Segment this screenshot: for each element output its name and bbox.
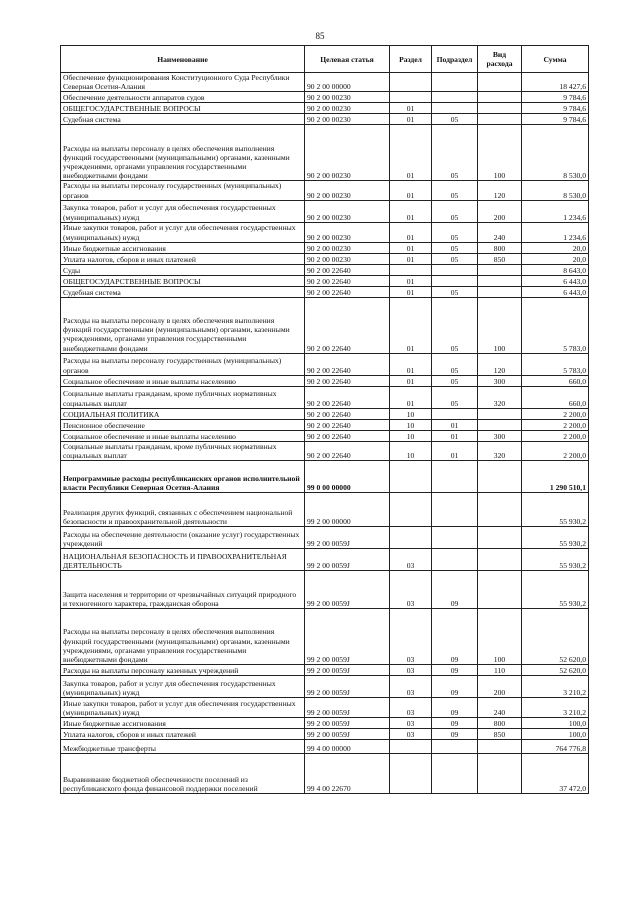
row-name: НАЦИОНАЛЬНАЯ БЕЗОПАСНОСТЬ И ПРАВООХРАНИТЕЛЬНАЯ ДЕЯТЕЛЬНОСТЬ bbox=[61, 549, 305, 571]
row-target-code: 90 2 00 22640 bbox=[305, 375, 390, 386]
table-row bbox=[61, 242, 589, 253]
row-subsection: 05 bbox=[432, 125, 478, 181]
row-section bbox=[390, 461, 432, 493]
table-row bbox=[61, 609, 589, 665]
row-subsection bbox=[432, 461, 478, 493]
row-sum: 5 783,0 bbox=[522, 297, 589, 353]
table-row bbox=[61, 353, 589, 375]
row-expense-type: 100 bbox=[478, 297, 522, 353]
table-row bbox=[61, 419, 589, 430]
row-subsection bbox=[432, 740, 478, 754]
row-section: 01 bbox=[390, 103, 432, 114]
row-name: Социальное обеспечение и иные выплаты населению bbox=[61, 375, 305, 386]
row-expense-type: 110 bbox=[478, 665, 522, 676]
row-section: 01 bbox=[390, 181, 432, 200]
row-section: 10 bbox=[390, 408, 432, 419]
row-expense-type bbox=[478, 114, 522, 125]
row-section: 01 bbox=[390, 222, 432, 242]
table-row bbox=[61, 125, 589, 181]
column-header-name: Наименование bbox=[61, 46, 305, 73]
row-expense-type bbox=[478, 103, 522, 114]
row-target-code: 90 2 00 22640 bbox=[305, 386, 390, 408]
table-row bbox=[61, 264, 589, 275]
row-sum: 3 210,2 bbox=[522, 676, 589, 698]
row-expense-type: 800 bbox=[478, 242, 522, 253]
table-row bbox=[61, 275, 589, 286]
row-expense-type bbox=[478, 493, 522, 527]
row-expense-type bbox=[478, 740, 522, 754]
table-row bbox=[61, 92, 589, 103]
row-name: Расходы на выплаты персоналу в целях обеспечения выполнения функций государственными (муниципальными) органами, казенными учреждениями, органами управления государственными внебюджетными фондами bbox=[61, 125, 305, 181]
row-target-code: 90 2 00 22640 bbox=[305, 430, 390, 441]
row-name: Расходы на выплаты персоналу государственных (муниципальных) органов bbox=[61, 181, 305, 200]
row-sum: 2 200,0 bbox=[522, 419, 589, 430]
row-name: Пенсионное обеспечение bbox=[61, 419, 305, 430]
row-name: Расходы на выплаты персоналу казенных учреждений bbox=[61, 665, 305, 676]
row-sum: 3 210,2 bbox=[522, 698, 589, 718]
row-sum: 55 930,2 bbox=[522, 493, 589, 527]
table-row bbox=[61, 729, 589, 740]
row-sum: 52 620,0 bbox=[522, 665, 589, 676]
row-name: Расходы на выплаты персоналу в целях обеспечения выполнения функций государственными (муниципальными) органами, казенными учреждениями, органами управления государственными внебюджетными фондами bbox=[61, 609, 305, 665]
row-target-code: 90 2 00 22640 bbox=[305, 441, 390, 460]
row-sum: 100,0 bbox=[522, 718, 589, 729]
row-section: 03 bbox=[390, 729, 432, 740]
row-name: Расходы на выплаты персоналу в целях обеспечения выполнения функций государственными (муниципальными) органами, казенными учреждениями, органами управления государственными внебюджетными фондами bbox=[61, 297, 305, 353]
row-target-code: 99 2 00 0059J bbox=[305, 609, 390, 665]
row-name: Расходы на обеспечение деятельности (оказание услуг) государственных учреждений bbox=[61, 527, 305, 549]
row-target-code: 99 2 00 0059J bbox=[305, 571, 390, 609]
table-row bbox=[61, 375, 589, 386]
row-expense-type: 200 bbox=[478, 676, 522, 698]
column-header-sum: Сумма bbox=[522, 46, 589, 73]
row-target-code: 90 2 00 00230 bbox=[305, 242, 390, 253]
row-section: 01 bbox=[390, 200, 432, 222]
table-row bbox=[61, 441, 589, 460]
row-expense-type: 850 bbox=[478, 253, 522, 264]
table-row bbox=[61, 665, 589, 676]
row-name: Иные бюджетные ассигнования bbox=[61, 242, 305, 253]
column-header-target: Целевая статья bbox=[305, 46, 390, 73]
row-name: Суды bbox=[61, 264, 305, 275]
row-target-code: 99 2 00 0059J bbox=[305, 676, 390, 698]
row-subsection: 01 bbox=[432, 430, 478, 441]
row-name: Обеспечение функционирования Конституционного Суда Республики Северная Осетия-Алания bbox=[61, 73, 305, 92]
row-expense-type bbox=[478, 408, 522, 419]
row-name: Выравнивание бюджетной обеспеченности поселений из республиканского фонда финансовой поддержки поселений bbox=[61, 754, 305, 794]
row-name: Иные бюджетные ассигнования bbox=[61, 718, 305, 729]
row-name: Судебная система bbox=[61, 114, 305, 125]
table-row bbox=[61, 222, 589, 242]
table-row bbox=[61, 386, 589, 408]
row-target-code: 90 2 00 22640 bbox=[305, 297, 390, 353]
row-section: 01 bbox=[390, 297, 432, 353]
table-row bbox=[61, 253, 589, 264]
row-target-code: 90 2 00 00000 bbox=[305, 73, 390, 92]
row-target-code: 90 2 00 00230 bbox=[305, 253, 390, 264]
row-section: 03 bbox=[390, 698, 432, 718]
row-subsection bbox=[432, 73, 478, 92]
row-sum: 2 200,0 bbox=[522, 408, 589, 419]
row-name: Судебная система bbox=[61, 286, 305, 297]
table-row bbox=[61, 571, 589, 609]
row-expense-type: 300 bbox=[478, 375, 522, 386]
row-subsection: 05 bbox=[432, 286, 478, 297]
row-target-code: 90 2 00 00230 bbox=[305, 125, 390, 181]
row-subsection: 05 bbox=[432, 242, 478, 253]
row-target-code: 90 2 00 00230 bbox=[305, 200, 390, 222]
row-name: Иные закупки товаров, работ и услуг для обеспечения государственных (муниципальных) нужд bbox=[61, 222, 305, 242]
row-sum: 764 776,8 bbox=[522, 740, 589, 754]
row-name: Закупка товаров, работ и услуг для обеспечения государственных (муниципальных) нужд bbox=[61, 200, 305, 222]
row-sum: 660,0 bbox=[522, 375, 589, 386]
row-name: Иные закупки товаров, работ и услуг для обеспечения государственных (муниципальных) нужд bbox=[61, 698, 305, 718]
row-name: Реализация других функций, связанных с обеспечением национальной безопасности и правоохранительной деятельности bbox=[61, 493, 305, 527]
row-target-code: 99 2 00 0059J bbox=[305, 527, 390, 549]
budget-table bbox=[60, 45, 589, 794]
row-subsection: 05 bbox=[432, 200, 478, 222]
row-target-code: 90 2 00 00230 bbox=[305, 114, 390, 125]
row-sum: 55 930,2 bbox=[522, 549, 589, 571]
row-section: 10 bbox=[390, 419, 432, 430]
row-name: Социальные выплаты гражданам, кроме публичных нормативных социальных выплат bbox=[61, 386, 305, 408]
row-subsection: 09 bbox=[432, 698, 478, 718]
row-expense-type: 120 bbox=[478, 181, 522, 200]
row-subsection: 01 bbox=[432, 419, 478, 430]
row-section bbox=[390, 527, 432, 549]
row-expense-type bbox=[478, 73, 522, 92]
row-sum: 2 200,0 bbox=[522, 441, 589, 460]
table-row bbox=[61, 408, 589, 419]
row-expense-type bbox=[478, 286, 522, 297]
row-expense-type: 300 bbox=[478, 430, 522, 441]
row-subsection bbox=[432, 264, 478, 275]
row-section bbox=[390, 493, 432, 527]
row-sum: 8 643,0 bbox=[522, 264, 589, 275]
row-name: ОБЩЕГОСУДАРСТВЕННЫЕ ВОПРОСЫ bbox=[61, 103, 305, 114]
row-sum: 18 427,6 bbox=[522, 73, 589, 92]
row-target-code: 90 2 00 22640 bbox=[305, 419, 390, 430]
column-header-section: Раздел bbox=[390, 46, 432, 73]
row-subsection bbox=[432, 527, 478, 549]
row-expense-type: 240 bbox=[478, 222, 522, 242]
row-subsection: 09 bbox=[432, 571, 478, 609]
table-row bbox=[61, 73, 589, 92]
row-sum: 55 930,2 bbox=[522, 571, 589, 609]
row-target-code: 90 2 00 22640 bbox=[305, 275, 390, 286]
row-subsection: 09 bbox=[432, 729, 478, 740]
row-sum: 6 443,0 bbox=[522, 286, 589, 297]
row-section bbox=[390, 754, 432, 794]
row-name: Закупка товаров, работ и услуг для обеспечения государственных (муниципальных) нужд bbox=[61, 676, 305, 698]
row-target-code: 90 2 00 00230 bbox=[305, 222, 390, 242]
row-expense-type bbox=[478, 527, 522, 549]
row-target-code: 90 2 00 00230 bbox=[305, 92, 390, 103]
row-section: 03 bbox=[390, 676, 432, 698]
row-subsection: 05 bbox=[432, 253, 478, 264]
row-subsection bbox=[432, 549, 478, 571]
row-section: 03 bbox=[390, 571, 432, 609]
row-name: СОЦИАЛЬНАЯ ПОЛИТИКА bbox=[61, 408, 305, 419]
table-row bbox=[61, 103, 589, 114]
row-section: 03 bbox=[390, 609, 432, 665]
table-row bbox=[61, 430, 589, 441]
row-target-code: 99 2 00 0059J bbox=[305, 718, 390, 729]
row-name: Социальное обеспечение и иные выплаты населению bbox=[61, 430, 305, 441]
table-row bbox=[61, 527, 589, 549]
row-sum: 660,0 bbox=[522, 386, 589, 408]
row-name: Расходы на выплаты персоналу государственных (муниципальных) органов bbox=[61, 353, 305, 375]
row-section: 10 bbox=[390, 441, 432, 460]
row-subsection: 05 bbox=[432, 375, 478, 386]
row-sum: 5 783,0 bbox=[522, 353, 589, 375]
row-expense-type: 850 bbox=[478, 729, 522, 740]
row-sum: 6 443,0 bbox=[522, 275, 589, 286]
row-expense-type: 320 bbox=[478, 386, 522, 408]
row-expense-type bbox=[478, 549, 522, 571]
row-sum: 8 530,0 bbox=[522, 125, 589, 181]
row-subsection: 05 bbox=[432, 222, 478, 242]
row-subsection: 05 bbox=[432, 386, 478, 408]
row-sum: 9 784,6 bbox=[522, 92, 589, 103]
row-expense-type: 320 bbox=[478, 441, 522, 460]
row-expense-type bbox=[478, 92, 522, 103]
row-subsection: 09 bbox=[432, 609, 478, 665]
row-expense-type bbox=[478, 275, 522, 286]
row-sum: 8 530,0 bbox=[522, 181, 589, 200]
row-section: 01 bbox=[390, 242, 432, 253]
table-row bbox=[61, 493, 589, 527]
row-target-code: 90 2 00 00230 bbox=[305, 181, 390, 200]
row-section: 03 bbox=[390, 549, 432, 571]
table-row bbox=[61, 286, 589, 297]
row-subsection bbox=[432, 493, 478, 527]
row-expense-type bbox=[478, 419, 522, 430]
row-target-code: 90 2 00 22640 bbox=[305, 286, 390, 297]
row-subsection: 05 bbox=[432, 114, 478, 125]
row-target-code: 99 0 00 00000 bbox=[305, 461, 390, 493]
row-expense-type bbox=[478, 264, 522, 275]
row-target-code: 99 2 00 0059J bbox=[305, 549, 390, 571]
row-name: Защита населения и территории от чрезвычайных ситуаций природного и техногенного характера, гражданская оборона bbox=[61, 571, 305, 609]
row-subsection: 09 bbox=[432, 676, 478, 698]
row-subsection: 09 bbox=[432, 665, 478, 676]
row-subsection bbox=[432, 754, 478, 794]
row-sum: 9 784,6 bbox=[522, 103, 589, 114]
row-expense-type: 100 bbox=[478, 125, 522, 181]
row-subsection bbox=[432, 275, 478, 286]
row-expense-type: 100 bbox=[478, 609, 522, 665]
row-expense-type: 120 bbox=[478, 353, 522, 375]
row-sum: 1 290 510,1 bbox=[522, 461, 589, 493]
column-header-expense-type: Вид расхода bbox=[478, 46, 522, 73]
row-sum: 100,0 bbox=[522, 729, 589, 740]
row-section: 01 bbox=[390, 386, 432, 408]
row-sum: 2 200,0 bbox=[522, 430, 589, 441]
table-row bbox=[61, 200, 589, 222]
table-row bbox=[61, 461, 589, 493]
row-target-code: 99 2 00 00000 bbox=[305, 493, 390, 527]
row-expense-type bbox=[478, 754, 522, 794]
row-target-code: 99 2 00 0059J bbox=[305, 729, 390, 740]
row-expense-type: 200 bbox=[478, 200, 522, 222]
row-subsection: 05 bbox=[432, 181, 478, 200]
row-name: ОБЩЕГОСУДАРСТВЕННЫЕ ВОПРОСЫ bbox=[61, 275, 305, 286]
row-name: Социальные выплаты гражданам, кроме публичных нормативных социальных выплат bbox=[61, 441, 305, 460]
row-section bbox=[390, 264, 432, 275]
row-section bbox=[390, 92, 432, 103]
row-target-code: 90 2 00 22640 bbox=[305, 264, 390, 275]
row-name: Уплата налогов, сборов и иных платежей bbox=[61, 253, 305, 264]
row-sum: 1 234,6 bbox=[522, 222, 589, 242]
row-sum: 9 784,6 bbox=[522, 114, 589, 125]
table-row bbox=[61, 114, 589, 125]
row-section: 01 bbox=[390, 286, 432, 297]
table-body bbox=[61, 73, 589, 794]
row-section: 01 bbox=[390, 253, 432, 264]
row-sum: 37 472,0 bbox=[522, 754, 589, 794]
row-sum: 52 620,0 bbox=[522, 609, 589, 665]
row-section bbox=[390, 73, 432, 92]
row-subsection: 09 bbox=[432, 718, 478, 729]
row-section: 03 bbox=[390, 718, 432, 729]
row-name: Уплата налогов, сборов и иных платежей bbox=[61, 729, 305, 740]
table-header-row bbox=[61, 46, 589, 73]
row-expense-type: 240 bbox=[478, 698, 522, 718]
row-target-code: 90 2 00 22640 bbox=[305, 353, 390, 375]
table-row bbox=[61, 698, 589, 718]
row-name: Непрограммные расходы республиканских органов исполнительной власти Республики Северная Осетия-Алания bbox=[61, 461, 305, 493]
row-sum: 1 234,6 bbox=[522, 200, 589, 222]
row-sum: 20,0 bbox=[522, 253, 589, 264]
row-subsection bbox=[432, 103, 478, 114]
row-subsection: 01 bbox=[432, 441, 478, 460]
row-sum: 20,0 bbox=[522, 242, 589, 253]
row-name: Межбюджетные трансферты bbox=[61, 740, 305, 754]
column-header-subsection: Подраздел bbox=[432, 46, 478, 73]
row-target-code: 90 2 00 22640 bbox=[305, 408, 390, 419]
row-subsection: 05 bbox=[432, 297, 478, 353]
row-section: 01 bbox=[390, 353, 432, 375]
row-section: 01 bbox=[390, 114, 432, 125]
row-target-code: 99 2 00 0059J bbox=[305, 665, 390, 676]
row-section: 03 bbox=[390, 665, 432, 676]
row-section: 10 bbox=[390, 430, 432, 441]
row-section: 01 bbox=[390, 375, 432, 386]
table-row bbox=[61, 297, 589, 353]
row-name: Обеспечение деятельности аппаратов судов bbox=[61, 92, 305, 103]
row-subsection bbox=[432, 92, 478, 103]
table-row bbox=[61, 549, 589, 571]
row-target-code: 99 2 00 0059J bbox=[305, 698, 390, 718]
row-section: 01 bbox=[390, 125, 432, 181]
row-subsection bbox=[432, 408, 478, 419]
table-row bbox=[61, 676, 589, 698]
table-row bbox=[61, 740, 589, 754]
row-target-code: 90 2 00 00230 bbox=[305, 103, 390, 114]
row-expense-type bbox=[478, 461, 522, 493]
row-section: 01 bbox=[390, 275, 432, 286]
table-row bbox=[61, 181, 589, 200]
row-subsection: 05 bbox=[432, 353, 478, 375]
row-sum: 55 930,2 bbox=[522, 527, 589, 549]
table-row bbox=[61, 718, 589, 729]
row-expense-type bbox=[478, 571, 522, 609]
page-number: 85 bbox=[315, 31, 325, 41]
row-target-code: 99 4 00 00000 bbox=[305, 740, 390, 754]
row-section bbox=[390, 740, 432, 754]
row-target-code: 99 4 00 22670 bbox=[305, 754, 390, 794]
table-row bbox=[61, 754, 589, 794]
row-expense-type: 800 bbox=[478, 718, 522, 729]
